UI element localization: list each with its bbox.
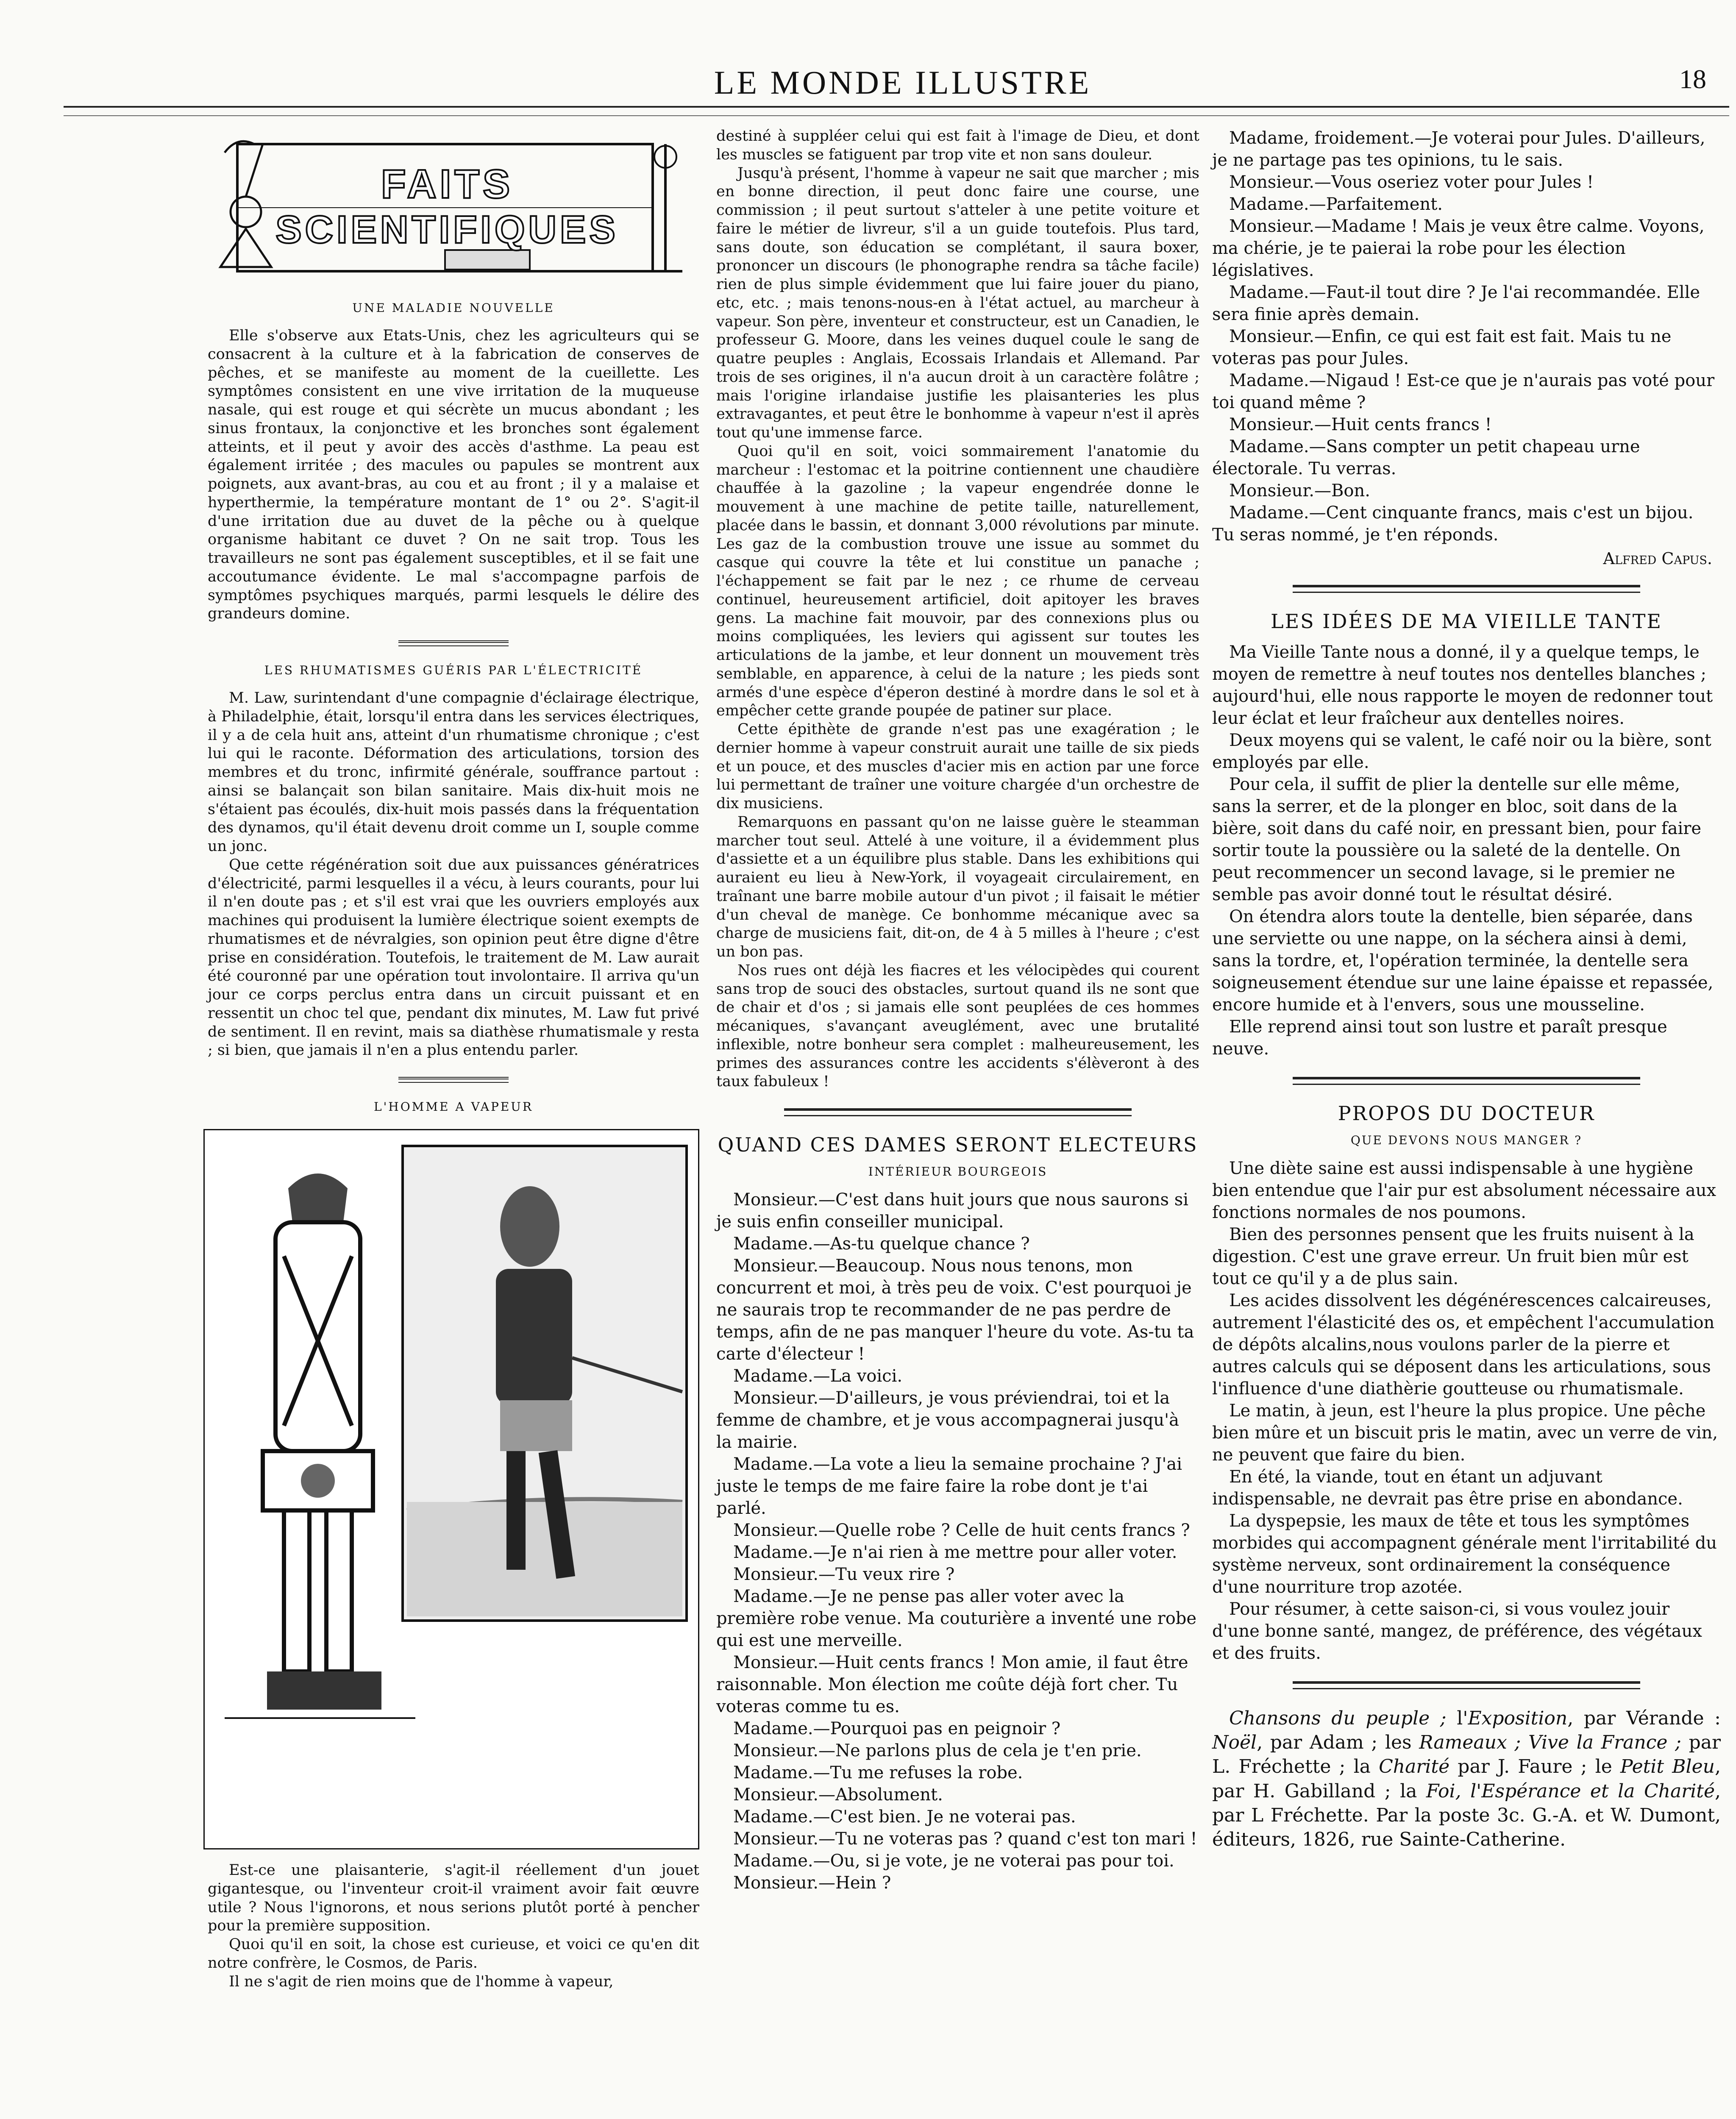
docteur-p2: Bien des personnes pensent que les fruits nuisent à la digestion. C'est une grave erreur. Un fruit bien mûr est tout ce qu'il y a de plus sain.	[1212, 1225, 1694, 1288]
dialogue-line: Madame.—Cent cinquante francs, mais c'est un bijou. Tu seras nommé, je t'en réponds.	[1212, 503, 1694, 545]
vapeur-p3: Quoi qu'il en soit, voici sommairement l'anatomie du marcheur : l'estomac et la poitrine contiennent une chaudière chauffée à la gazoline ; la vapeur engendrée donne le mouvement à une machine de petite taille, naturellement, placée dans le bassin, et donnant 3,000 révolutions par minute. Les gaz de la combustion trouve une issue au sommet du casque qui couvre la tête et lui constitue un panache ; l'échappement se fait par le nez ; ce rhume de cerveau continuel, heureusement artificiel, doit apitoyer les braves gens. La machine fait mouvoir, par des connexions plus ou moins compliquées, les leviers qui agissent sur toutes les articulations de la jambe, et leur donnent un mouvement très semblable, en apparence, à celui de la nature ; les pieds sont armés d'une espèce d'éperon destiné à mordre dans le sol et à empêcher cette grande poupée de patiner sur place.	[716, 442, 1199, 720]
dialogue-line: Monsieur.—Absolument.	[733, 1785, 943, 1805]
author-signature: Alfred Capus.	[1603, 549, 1712, 568]
dialogue-line: Monsieur.—Madame ! Mais je veux être calme. Voyons, ma chérie, je te paierai la robe pour les élection législatives.	[1212, 217, 1705, 280]
tante-p4: On étendra alors toute la dentelle, bien séparée, dans une serviette ou une nappe, on la séchera ainsi à demi, sans la tordre, et, l'opération terminée, la dentelle sera soigneusement étendue sur une laine épaisse et repassée, encore humide et à l'envers, sous une mousseline.	[1212, 907, 1714, 1015]
banner-word-faits: FAITS	[381, 161, 513, 207]
docteur-p1: Une diète saine est aussi indispensable à une hygiène bien entendue que l'air pur est absolument nécessaire aux fonctions normales de nos poumons.	[1212, 1159, 1717, 1222]
section-title-homme-vapeur: L'HOMME A VAPEUR	[374, 1100, 533, 1114]
section-subtitle-interieur: INTÉRIEUR BOURGEOIS	[868, 1165, 1048, 1179]
dialogue-line: Madame.—Ou, si je vote, je ne voterai pas pour toi.	[733, 1851, 1174, 1871]
journal-title: LE MONDE ILLUSTRE	[714, 64, 1092, 101]
dialogue-line: Monsieur.—Ne parlons plus de cela je t'en prie.	[733, 1741, 1142, 1760]
dialogue-line: Monsieur.—Hein ?	[733, 1873, 891, 1893]
homme-vapeur-p1: Est-ce une plaisanterie, s'agit-il réellement d'un jouet gigantesque, ou l'inventeur croit-il vraiment avoir fait œuvre utile ? Nous l'ignorons, et nous serions plutôt porté à pencher pour la première supposition.	[208, 1862, 699, 1935]
docteur-p3: Les acides dissolvent les dégénérescences calcaireuses, autrement l'élasticité des os, et empêchent l'accumulation de dépôts alcalins,nous voulons parler de la pierre et autres calculs qui se déposent dans les articulations, sous l'influence d'une diathèrie goutteuse ou rhumatismale.	[1212, 1291, 1715, 1399]
homme-vapeur-p3: Il ne s'agit de rien moins que de l'homme à vapeur,	[229, 1973, 614, 1990]
electeurs-dialogue-continued	[1212, 127, 1721, 546]
dialogue-line: Monsieur.—Quelle robe ? Celle de huit cents francs ?	[733, 1521, 1190, 1540]
steam-man-illustration	[203, 1129, 699, 1849]
dialogue-line: Madame.—Nigaud ! Est-ce que je n'aurais pas voté pour toi quand même ?	[1212, 371, 1715, 412]
section-title-maladie: UNE MALADIE NOUVELLE	[352, 301, 555, 315]
dialogue-line: Monsieur.—Enfin, ce qui est fait est fait. Mais tu ne voteras pas pour Jules.	[1212, 327, 1672, 368]
section-title-tante: LES IDÉES DE MA VIEILLE TANTE	[1271, 610, 1662, 633]
vapeur-p4: Cette épithète de grande n'est pas une exagération ; le dernier homme à vapeur construit aurait une taille de six pieds et un pouce, et des muscles d'acier mis en action par une force lui permettant de traîner une voiture chargée d'un orchestre de dix musiciens.	[716, 721, 1199, 812]
book-notice: Chansons du peuple ; l'Exposition, par Vérande : Noël, par Adam ; les Rameaux ; Vive la France ; par L. Fréchette ; la Charité par J. Faure ; le Petit Bleu, par H. Gabilland ; la Foi, l'Espérance et la Charité, par L Fréchette. Par la poste 3c. G.-A. et W. Dumont, éditeurs, 1826, rue Sainte-Catherine.	[1212, 1707, 1721, 1850]
maladie-text: Elle s'observe aux Etats-Unis, chez les agriculteurs qui se consacrent à la culture et à la fabrication de conserves de pêches, et se manifeste au moment de la cueillette. Les symptômes consistent en une vive irritation de la muqueuse nasale, qui est rouge et qui sécrète un mucus abondant ; les sinus frontaux, la conjonctive et les bronches sont également atteints, et il peut y avoir des accès d'asthme. La peau est également irritée ; des macules ou papules se montrent aux poignets, aux avant-bras, au cou et au front ; il y a malaise et hyperthermie, la température montant de 1° ou 2°. S'agit-il d'une irritation due au duvet de la pêche ou à quelque organisme habitant ce duvet ? On ne sait trop. Tous les travailleurs ne sont pas également susceptibles, et il se fait une accoutumance évidente. Le mal s'accompagne parfois de symptômes psychiques marqués, parmi lesquels le délire des grandeurs domine.	[208, 327, 699, 623]
dialogue-line: Madame.—Sans compter un petit chapeau urne électorale. Tu verras.	[1212, 437, 1640, 478]
docteur-p7: Pour résumer, à cette saison-ci, si vous voulez jouir d'une bonne santé, mangez, de préférence, des végétaux et des fruits.	[1212, 1599, 1702, 1663]
dialogue-line: Monsieur.—Tu veux rire ?	[733, 1565, 955, 1584]
tante-p1: Ma Vieille Tante nous a donné, il y a quelque temps, le moyen de remettre à neuf toutes nos dentelles blanches ; aujourd'hui, elle nous rapporte le moyen de redonner tout leur éclat et leur fraîcheur aux dentelles noires.	[1212, 642, 1713, 728]
rhumatismes-p2: Que cette régénération soit due aux puissances génératrices d'électricité, parmi lesquelles il a vécu, à leurs courants, pour lui il n'en doute pas ; et s'il est vrai que les ouvriers employés aux machines qui produisent la lumière électrique soient exempts de rhumatismes et de névralgies, son opinion peut être digne d'être prise en considération. Toutefois, le traitement de M. Law aurait été couronné par une opération tout involontaire. Il arriva qu'un jour ce corps perclus entra dans un circuit puissant et en ressentit un choc tel que, pendant dix minutes, M. Law fut privé de sentiment. Il en revint, mais sa diathèse rhumatismale y resta ; si bien, que jamais il n'en a plus entendu parler.	[208, 856, 699, 1059]
dialogue-line: Madame.—Tu me refuses la robe.	[733, 1763, 1023, 1783]
dialogue-line: Monsieur.—Bon.	[1229, 481, 1370, 501]
docteur-p6: La dyspepsie, les maux de tête et tous les symptômes morbides qui accompagnent générale ment l'irritabilité du système nerveux, sont ordinairement la conséquence d'une nourriture trop azotée.	[1212, 1511, 1717, 1597]
column-3	[1212, 127, 1721, 1852]
section-divider	[1293, 1077, 1640, 1085]
docteur-p4: Le matin, à jeun, est l'heure la plus propice. Une pêche bien mûre et un biscuit pris le matin, avec un verre de vin, ne peuvent que faire du bien.	[1212, 1401, 1718, 1465]
dialogue-line: Monsieur.—C'est dans huit jours que nous saurons si je suis enfin conseiller municipal.	[716, 1190, 1189, 1232]
dialogue-line: Madame, froidement.—Je voterai pour Jules. D'ailleurs, je ne partage pas tes opinions, tu le sais.	[1212, 128, 1705, 170]
page-number: 18	[1679, 64, 1706, 94]
dialogue-line: Madame.—Pourquoi pas en peignoir ?	[733, 1719, 1061, 1738]
section-title-electeurs: QUAND CES DAMES SERONT ELECTEURS	[718, 1133, 1198, 1156]
tante-p2: Deux moyens qui se valent, le café noir ou la bière, sont employés par elle.	[1212, 731, 1711, 772]
dialogue-line: Monsieur.—Tu ne voteras pas ? quand c'est ton mari !	[733, 1829, 1197, 1849]
dialogue-line: Monsieur.—Huit cents francs !	[1229, 415, 1492, 434]
column-1	[208, 127, 699, 1991]
column-2	[716, 127, 1199, 1894]
dialogue-line: Madame.—Faut-il tout dire ? Je l'ai recommandée. Elle sera finie après demain.	[1212, 283, 1700, 324]
dialogue-line: Madame.—As-tu quelque chance ?	[733, 1234, 1030, 1254]
dialogue-line: Madame.—La vote a lieu la semaine prochaine ? J'ai juste le temps de me faire faire la robe dont je t'ai parlé.	[716, 1454, 1182, 1518]
dialogue-line: Monsieur.—Beaucoup. Nous nous tenons, mon concurrent et moi, à très peu de voix. C'est pourquoi je ne saurais trop te recommander de ne pas perdre de temps, afin de ne pas manquer l'heure du vote. As-tu ta carte d'électeur !	[716, 1256, 1194, 1364]
dialogue-line: Monsieur.—Vous oseriez voter pour Jules !	[1229, 172, 1594, 192]
dialogue-line: Madame.—Je ne pense pas aller voter avec la première robe venue. Ma couturière a inventé une robe qui est une merveille.	[716, 1587, 1197, 1650]
section-title-docteur: PROPOS DU DOCTEUR	[1338, 1102, 1595, 1125]
vapeur-p2: Jusqu'à présent, l'homme à vapeur ne sait que marcher ; mis en bonne direction, il peut donc faire une course, une commission ; il peut surtout s'atteler à une petite voiture et faire le métier de livreur, s'il a un guide toutefois. Plus tard, sans doute, son éducation se complétant, il saura boxer, prononcer un discours (le phonographe rendra sa tâche facile) rien de plus simple évidemment que lui faire jouer du piano, etc, etc. ; mais tenons-nous-en à l'état actuel, au marcheur à vapeur. Son père, inventeur et constructeur, est un Canadien, le professeur G. Moore, dans les veines duquel coule le sang de quatre peuples : Anglais, Ecossais Irlandais et Allemand. Par trois de ses origines, il n'a aucun droit à un caractère folâtre ; mais l'origine irlandaise justifie les plaisanteries les plus extravagantes, et peut être le bonhomme à vapeur n'est il après tout qu'une immense farce.	[716, 164, 1199, 441]
docteur-p5: En été, la viande, tout en étant un adjuvant indispensable, ne devrait pas être prise en abondance.	[1212, 1467, 1683, 1509]
dialogue-line: Madame.—Je n'ai rien à me mettre pour aller voter.	[733, 1543, 1177, 1562]
dialogue-line: Madame.—Parfaitement.	[1229, 195, 1443, 214]
dialogue-line: Madame.—La voici.	[733, 1366, 903, 1386]
electeurs-dialogue	[716, 1189, 1199, 1894]
faits-scientifiques-banner	[208, 127, 687, 284]
vapeur-p1: destiné à suppléer celui qui est fait à l'image de Dieu, et dont les muscles se fatiguent par trop vite et non sans douleur.	[716, 128, 1199, 163]
section-divider	[1293, 585, 1640, 593]
section-divider	[1293, 1681, 1640, 1689]
homme-vapeur-p2: Quoi qu'il en soit, la chose est curieuse, et voici ce qu'en dit notre confrère, le Cosmos, de Paris.	[208, 1936, 699, 1972]
dialogue-line: Monsieur.—D'ailleurs, je vous préviendrai, toi et la femme de chambre, et je vous accompagnerai jusqu'à la mairie.	[716, 1388, 1179, 1452]
tante-p5: Elle reprend ainsi tout son lustre et paraît presque neuve.	[1212, 1017, 1667, 1059]
masthead-rule-thin	[64, 115, 1729, 116]
vapeur-p5: Remarquons en passant qu'on ne laisse guère le steamman marcher tout seul. Attelé à une voiture, il a évidemment plus d'assiette et a un équilibre plus stable. Dans les exhibitions qui auraient eu lieu à New-York, il voyageait circulairement, en traînant une barre mobile autour d'un pivot ; il faisait le métier d'un cheval de manège. Ce bonhomme mécanique avec sa charge de musiciens fait, dit-on, de 4 à 5 milles à l'heure ; c'est un bon pas.	[716, 813, 1199, 960]
section-title-rhumatismes: LES RHUMATISMES GUÉRIS PAR L'ÉLECTRICITÉ	[264, 663, 643, 677]
section-divider	[784, 1108, 1132, 1116]
section-divider	[398, 1077, 509, 1083]
masthead-rule	[64, 106, 1729, 108]
tante-p3: Pour cela, il suffit de plier la dentelle sur elle même, sans la serrer, et de la plonger en bloc, soit dans de la bière, soit dans du café noir, en pressant bien, pour faire sortir toute la poussière ou la saleté de la dentelle. On peut recommencer un second lavage, si le premier ne semble pas avoir donné tout le résultat désiré.	[1212, 775, 1702, 904]
masthead	[0, 64, 1736, 106]
section-divider	[398, 640, 509, 646]
rhumatismes-p1: M. Law, surintendant d'une compagnie d'éclairage électrique, à Philadelphie, était, lorsqu'il entra dans les services électriques, il y a de cela huit ans, atteint d'un rhumatisme chronique ; c'est lui qui le raconte. Déformation des articulations, torsion des membres et du tronc, infirmité générale, souffrance partout : ainsi se balançait son bilan sanitaire. Mais dix-huit mois ne s'étaient pas écoulés, dix-huit mois passés dans la fréquentation des dynamos, qu'il était devenu droit comme un I, souple comme un jonc.	[208, 690, 699, 855]
dialogue-line: Madame.—C'est bien. Je ne voterai pas.	[733, 1807, 1076, 1827]
vapeur-p6: Nos rues ont déjà les fiacres et les vélocipèdes qui courent sans trop de souci des obstacles, surtout quand ils ne sont que de chair et d'os ; si jamais elle sont peuplées de ces hommes mécaniques, s'avançant aveuglément, avec une brutalité inflexible, notre bonheur sera complet : malheureusement, les primes des assurances contre les accidents s'élèveront à des taux fabuleux !	[716, 962, 1199, 1090]
dialogue-line: Monsieur.—Huit cents francs ! Mon amie, il faut être raisonnable. Mon élection me coûte déjà fort cher. Tu voteras comme tu es.	[716, 1653, 1188, 1716]
banner-word-scientifiques: SCIENTIFIQUES	[275, 208, 619, 251]
section-subtitle-manger: QUE DEVONS NOUS MANGER ?	[1350, 1133, 1583, 1147]
